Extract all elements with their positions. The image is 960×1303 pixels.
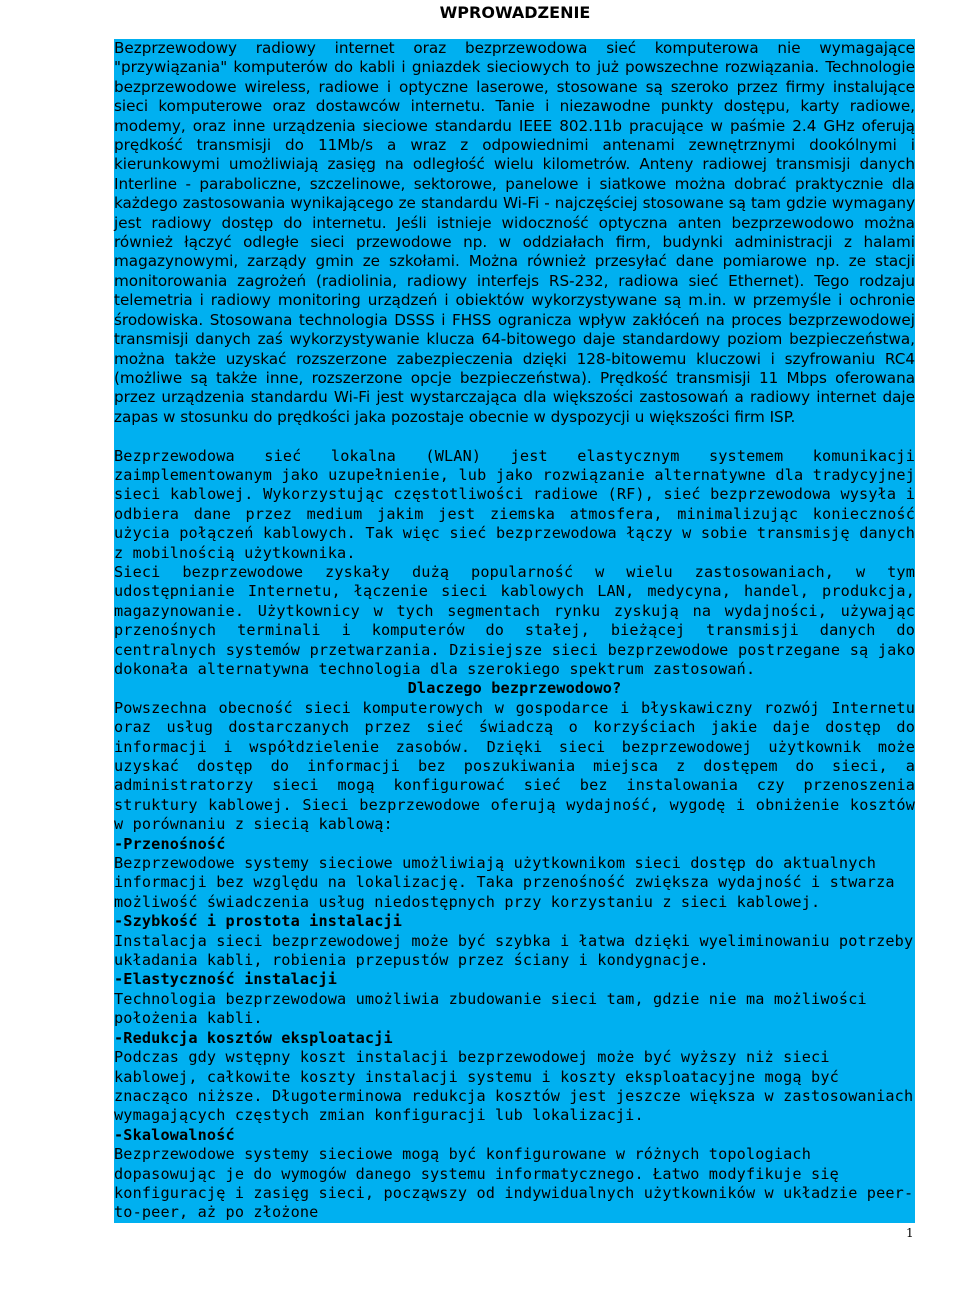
intro-paragraph: Bezprzewodowy radiowy internet oraz bezprzewodowa sieć komputerowa nie wymagające "przywiązania" komputerów do kabli i gniazdek sieciowych to już powszechne rozwiązania. Technologie bezprzewodowe wireless, radiowe i optyczne laserowe, stosowane są szeroko przez firmy instalujące sieci komputerowe oraz dostawców internetu. Tanie i niezawodne punkty dostępu, karty radiowe, modemy, oraz inne urządzenia sieciowe standardu IEEE 802.11b pracujące w paśmie 2.4 GHz oferują prędkość transmisji do 11Mb/s a wraz z odpowiednimi antenami zewnętrznymi dookólnymi i kierunkowymi umożliwiają zasięg na odległość wielu kilometrów. Anteny radiowej transmisji danych Interline - paraboliczne, szczelinowe, sektorowe, panelowe i siatkowe można dobrać praktycznie dla każdego zastosowania wynikającego ze standardu Wi-Fi - najczęściej stosowane są tam gdzie wymagany jest radiowy dostęp do internetu. Jeśli istnieje widoczność optyczna anten bezprzewodowo można również łączyć odległe sieci przewodowe np. w oddziałach firm, budynki administracji z halami magazynowymi, zarządy gmin ze szkołami. Można również przesyłać dane pomiarowe np. ze stacji monitorowania zagrożeń (radiolinia, radiowy interfejs RS-232, radiowa sieć Ethernet). Tego rodzaju telemetria i radiowy monitoring urządzeń i obiektów wykorzystywane są m.in. w przemyśle i ochronie środowiska. Stosowana technologia DSSS i FHSS ogranicza wpływ zakłóceń na proces bezprzewodowej transmisji danych zaś wykorzystywanie klucza 64-bitowego daje standardowy poziom bezpieczeństwa, można także uzyskać rozszerzone zabezpieczenia dzięki 128-bitowemu kluczowi i szyfrowaniu RC4 (możliwe są także inne, rozszerzone opcje bezpieczeństwa). Prędkość transmisji 11 Mbps oferowana przez urządzenia standardu Wi-Fi jest wystarczająca dla większości zastosowań a radiowy internet daje zapas w stosunku do prędkości jaka pozostaje obecnie w dyspozycji u większości firm ISP. — [114, 39, 915, 426]
document-title: WPROWADZENIE — [439, 3, 591, 22]
page-number: 1 — [906, 1226, 914, 1240]
benefit-heading: -Szybkość i prostota instalacji — [114, 912, 403, 931]
wlan-paragraph: Sieci bezprzewodowe zyskały dużą popularność w wielu zastosowaniach, w tym udostępnianie Internetu, łączenie sieci kablowych LAN, medycyna, handel, produkcja, magazynowanie. Użytkownicy w tych segmentach rynku zyskują na wydajności, używając przenośnych terminali i komputerów do stałej, bieżącej transmisji danych do centralnych systemów przetwarzania. Dzisiejsze sieci bezprzewodowe postrzegane są jako dokonała alternatywna technologia dla szerokiego spektrum zastosowań. — [114, 562, 915, 678]
benefit-heading: -Przenośność — [114, 834, 226, 853]
why-paragraph: Powszechna obecność sieci komputerowych w gospodarce i błyskawiczny rozwój Internetu oraz usług dostarczanych przez sieć świadczą o korzyściach jakie daje dostęp do informacji i współdzielenie zasobów. Dzięki sieci bezprzewodowej użytkownik może uzyskać dostęp do informacji bez poszukiwania miejsca z dostępem do sieci, a administratorzy sieci mogą konfigurować sieć bez instalowania czy przenoszenia struktury kablowej. Sieci bezprzewodowe oferują wydajność, wygodę i obniżenie kosztów w porównaniu z siecią kablową: — [114, 698, 915, 834]
benefit-text: Instalacja sieci bezprzewodowej może być szybka i łatwa dzięki wyeliminowaniu potrzeby układania kabli, robienia przepustów przez ściany i kondygnacje. — [114, 931, 914, 970]
benefit-text: Podczas gdy wstępny koszt instalacji bezprzewodowej może być wyższy niż sieci kablowej, całkowite koszty instalacji systemu i koszty eksploatacyjne mogą być znacząco niższe. Długoterminowa redukcja kosztów jest jeszcze większa w zastosowaniach wymagających częstych zmian konfiguracji lub lokalizacji. — [114, 1048, 914, 1125]
benefit-text: Bezprzewodowe systemy sieciowe mogą być konfigurowane w różnych topologiach dopasowując je do wymogów danego systemu informatycznego. Łatwo modyfikuje się konfigurację i zasięg sieci, począwszy od indywidualnych użytkowników w układzie peer-to-peer, aż po złożone — [114, 1145, 914, 1222]
benefit-text: Technologia bezprzewodowa umożliwia zbudowanie sieci tam, gdzie nie ma możliwości położenia kabli. — [114, 989, 867, 1028]
benefit-heading: -Skalowalność — [114, 1125, 235, 1144]
section-heading: Dlaczego bezprzewodowo? — [407, 679, 622, 698]
benefit-text: Bezprzewodowe systemy sieciowe umożliwiają użytkownikom sieci dostęp do aktualnych informacji bez względu na lokalizację. Taka przenośność zwiększa wydajność i stwarza możliwość świadczenia usług niedostępnych przy korzystaniu z sieci kablowej. — [114, 854, 895, 911]
benefit-heading: -Elastyczność instalacji — [114, 970, 338, 989]
wlan-paragraph: Bezprzewodowa sieć lokalna (WLAN) jest elastycznym systemem komunikacji zaimplementowanym jako uzupełnienie, lub jako rozwiązanie alternatywne dla tradycyjnej sieci kablowej. Wykorzystując częstotliwości radiowe (RF), sieć bezprzewodowa wysyła i odbiera dane przez medium jakim jest ziemska atmosfera, minimalizując konieczność użycia połączeń kablowych. Tak więc sieć bezprzewodowa łączy w sobie transmisję danych z mobilnością użytkownika. — [114, 446, 915, 562]
document-body — [114, 39, 915, 1223]
benefit-heading: -Redukcja kosztów eksploatacji — [114, 1028, 393, 1047]
